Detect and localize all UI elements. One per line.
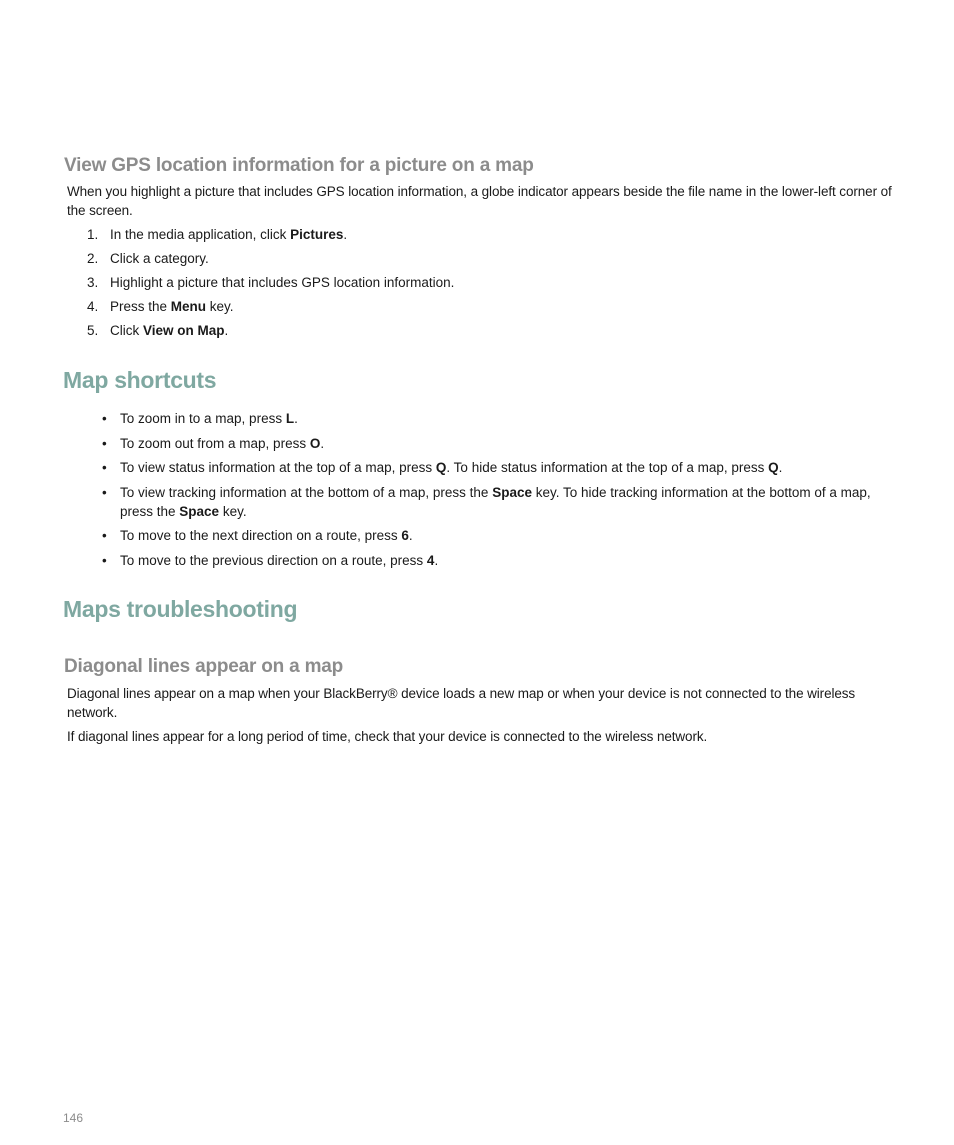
gps-intro-paragraph: When you highlight a picture that includes GPS location information, a globe indicator appears beside the file name in the lower-left corner of the screen. [67,184,892,218]
step-bold-text: Pictures [290,227,344,242]
item-text: . [294,411,298,426]
item-text: To view tracking information at the bottom of a map, press the [120,484,493,500]
item-key: Space [179,503,220,519]
item-text: To move to the previous direction on a route, press [120,552,427,568]
item-text: . [320,435,325,451]
item-key: Q [768,460,779,475]
step-text-end: key. [206,299,234,314]
item-key: Space [492,484,532,500]
item-key: 4 [426,552,435,568]
gps-steps-list [67,225,454,345]
page-number: 146 [63,1111,84,1125]
list-item [100,434,900,453]
step-number: 3. [87,275,99,290]
item-text: . [408,528,413,543]
step-bold-text: View on Map [143,323,225,338]
bullet-icon: • [102,411,107,426]
step-item [67,297,454,316]
list-item [100,409,900,428]
diagonal-lines-paragraph-2: If diagonal lines appear for a long period of time, check that your device is connected to the wireless network. [67,729,708,744]
step-text: In the media application, click [110,227,291,242]
step-number: 1. [87,227,99,242]
step-text: Click a category. [110,251,209,266]
step-text: Highlight a picture that includes GPS location information. [110,275,455,290]
step-item [67,273,454,292]
step-text: Press the [110,299,171,314]
item-key: L [285,411,295,426]
bullet-icon: • [102,552,107,568]
list-item [100,526,900,545]
step-bold-text: Menu [170,299,207,314]
item-key: 6 [401,528,409,543]
bullet-icon: • [102,528,107,543]
diagonal-lines-paragraph-1: Diagonal lines appear on a map when your BlackBerry® device loads a new map or when your device is not connected to the wireless network. [67,686,856,720]
item-text: key. To hide tracking information at the bottom of a map, press the [120,484,871,519]
step-item [67,249,454,268]
item-text: . [778,460,783,475]
item-text: To zoom in to a map, press [120,411,286,426]
step-number: 5. [87,323,99,338]
troubleshooting-section-heading: Maps troubleshooting [63,596,298,622]
list-item [100,483,900,521]
gps-section-heading: View GPS location information for a picture on a map [64,155,534,176]
item-key: O [309,435,321,451]
step-text-end: . [343,227,348,242]
list-item [100,551,900,570]
step-item [67,321,454,340]
list-item [100,458,900,477]
item-text: To view status information at the top of a map, press [120,460,436,475]
step-number: 2. [87,251,99,266]
step-number: 4. [87,299,99,314]
shortcuts-section-heading: Map shortcuts [63,367,217,393]
step-text: Click [110,323,143,338]
item-text: To move to the next direction on a route, press [120,528,402,543]
shortcuts-list [100,409,900,575]
step-item [67,225,454,244]
item-text: . To hide status information at the top of a map, press [446,460,769,475]
bullet-icon: • [102,460,107,475]
item-key: Q [435,460,447,475]
step-text-end: . [224,323,229,338]
item-text: key. [219,503,247,519]
bullet-icon: • [102,435,107,451]
bullet-icon: • [102,484,107,500]
item-text: To zoom out from a map, press [120,435,310,451]
diagonal-lines-heading: Diagonal lines appear on a map [64,656,344,677]
item-text: . [434,552,439,568]
